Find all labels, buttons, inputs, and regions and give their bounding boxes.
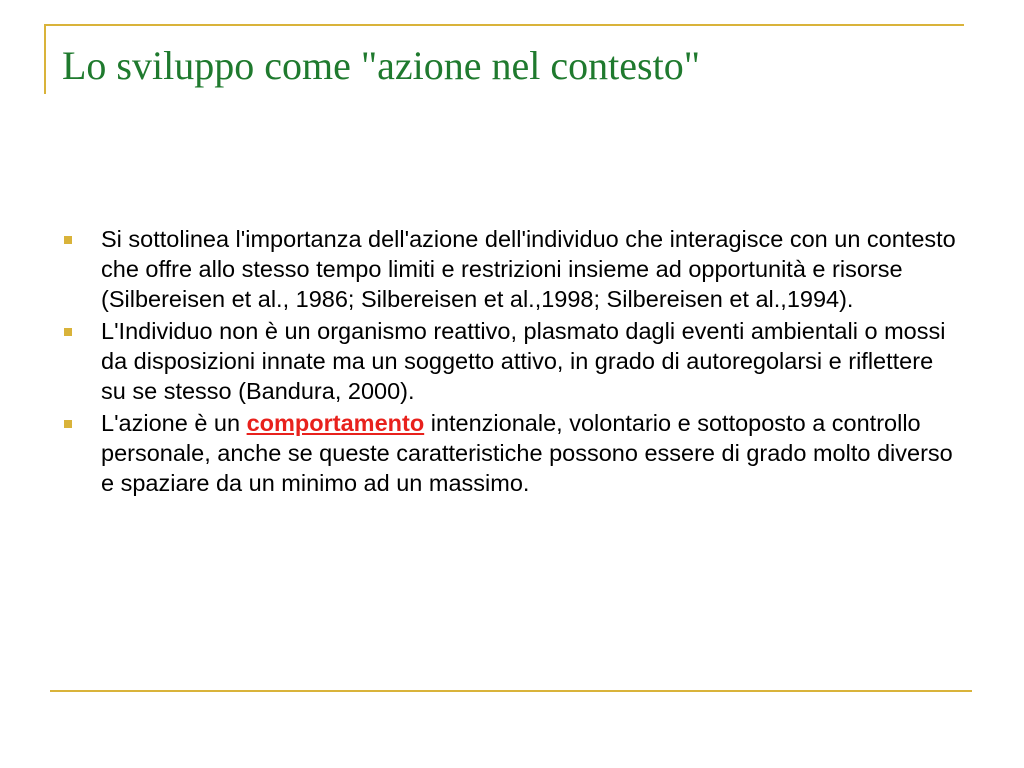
- slide-title: Lo sviluppo come "azione nel contesto": [62, 43, 701, 88]
- bullet-text: L'Individuo non è un organismo reattivo, plasmato dagli eventi ambientali o mossi da disposizioni innate ma un soggetto attivo, in grado di autoregolarsi e riflettere su se stesso (Bandura, 2000).: [101, 318, 946, 404]
- square-bullet-icon: [64, 328, 72, 336]
- bullet-item-3: [60, 408, 960, 498]
- bullet-text-before: L'azione è un: [101, 410, 247, 436]
- square-bullet-icon: [64, 236, 72, 244]
- emphasized-term: comportamento: [246, 410, 425, 436]
- bullet-item-1: [60, 224, 960, 314]
- bullet-item-2: [60, 316, 960, 406]
- top-rule: [44, 24, 964, 26]
- bottom-rule: [50, 690, 972, 692]
- square-bullet-icon: [64, 420, 72, 428]
- left-rule: [44, 24, 46, 94]
- bullet-list: [60, 224, 960, 500]
- bullet-text-after: intenzionale, volontario e sottoposto a controllo personale, anche se queste caratteristiche possono essere di grado molto diverso e spaziare da un minimo ad un massimo.: [101, 410, 953, 496]
- bullet-text: Si sottolinea l'importanza dell'azione dell'individuo che interagisce con un contesto che offre allo stesso tempo limiti e restrizioni insieme ad opportunità e risorse (Silbereisen et al., 1986; Silbereisen et al.,1998; Silbereisen et al.,1994).: [101, 226, 956, 312]
